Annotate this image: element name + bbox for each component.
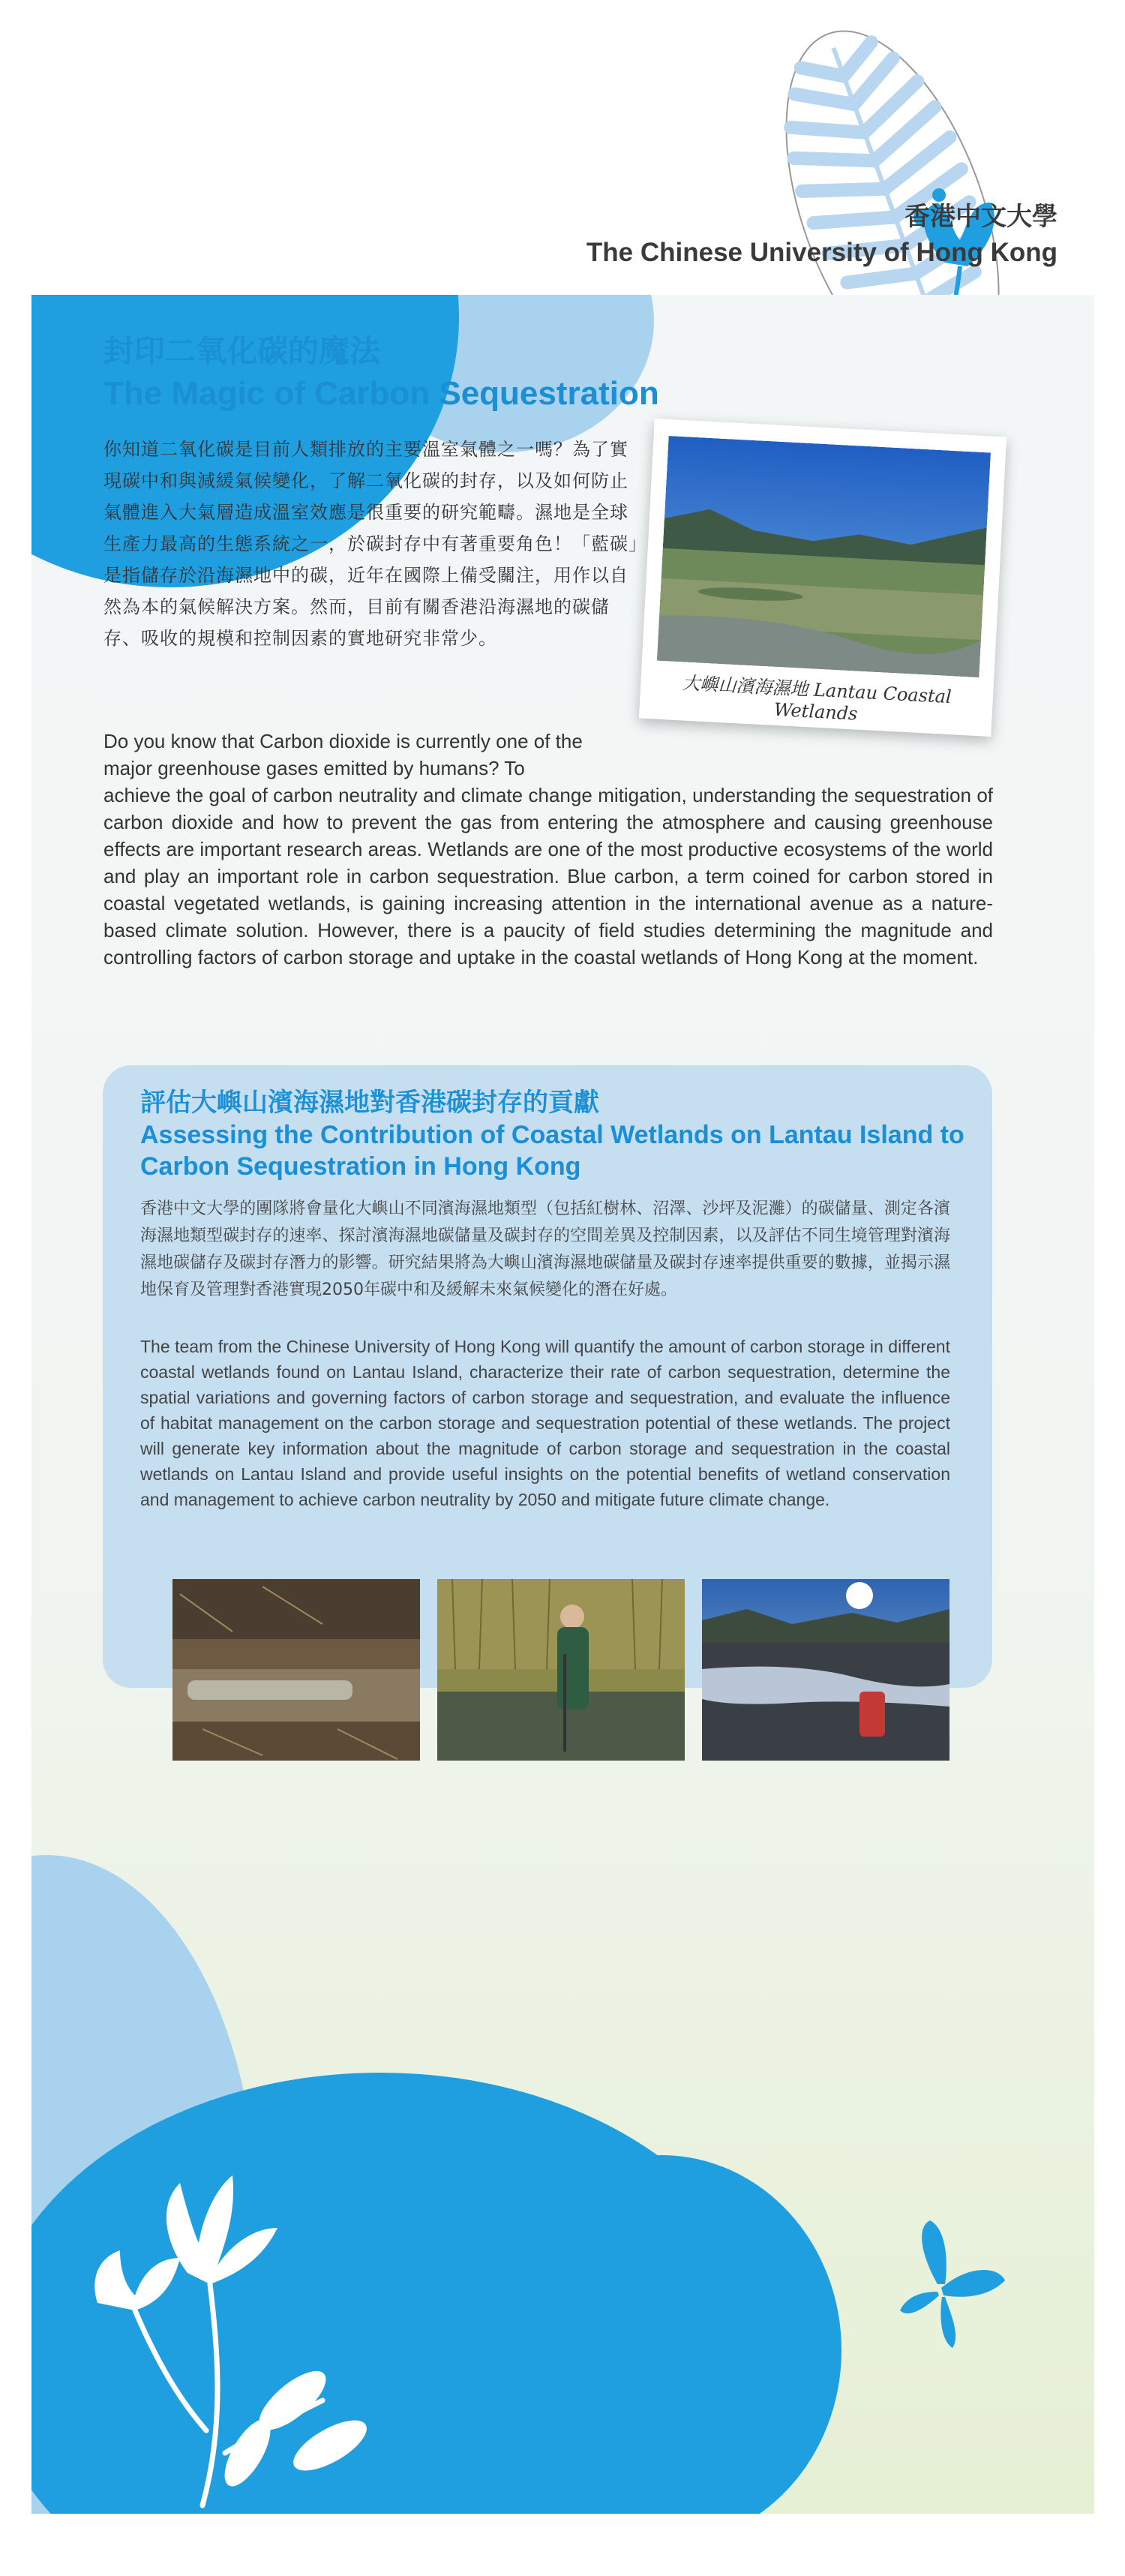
university-zh: 香港中文大學: [904, 203, 1058, 231]
field-photo-researcher: [437, 1579, 685, 1761]
project-body-zh: 香港中文大學的團隊將會量化大嶼山不同濱海濕地類型（包括紅樹林、沼澤、沙坪及泥灘）的碳儲量、測定各濱海濕地類型碳封存的速率、探討濱海濕地碳儲量及碳封存的空間差異及控制因素，以及評估不同生境管理對濱海濕地碳儲存及碳封存潛力的影響。研究結果將為大嶼山濱海濕地碳儲量及碳封存速率提供重要的數據，並揭示濕地保育及管理對香港實現2050年碳中和及緩解未來氣候變化的潛在好處。: [140, 1199, 950, 1299]
field-photo-mudflat: [702, 1579, 950, 1761]
wetland-photo: [657, 436, 991, 677]
university-en: The Chinese University of Hong Kong: [586, 238, 1058, 267]
photo-caption: 大嶼山濱海濕地 Lantau Coastal Wetlands: [681, 672, 952, 725]
wetland-polaroid: [639, 419, 1006, 737]
category-en: Natural Environment: [118, 123, 274, 140]
page-title: [104, 330, 659, 416]
category-label: [118, 96, 274, 144]
university-name: [586, 199, 1058, 271]
category-zh: 自然環境: [118, 99, 182, 116]
flower-illustration: [75, 2153, 420, 2513]
intro-paragraph-zh: 你知道二氧化碳是目前人類排放的主要溫室氣體之一嗎？為了實現碳中和與減緩氣候變化，了解二氧化碳的封存，以及如何防止氣體進入大氣層造成溫室效應是很重要的研究範疇。濕地是全球生產力最高的生態系統之一，於碳封存中有著重要角色！「藍碳」是指儲存於沿海濕地中的碳，近年在國際上備受關注，用作以自然為本的氣候解決方案。然而，目前有關香港沿海濕地的碳儲存、吸收的規模和控制因素的實地研究非常少。: [104, 439, 638, 649]
title-zh: 封印二氧化碳的魔法: [104, 334, 380, 368]
project-title-zh: 評估大嶼山濱海濕地對香港碳封存的貢獻: [140, 1088, 599, 1117]
title-en: The Magic of Carbon Sequestration: [104, 375, 659, 412]
intro-paragraph-en-part2: achieve the goal of carbon neutrality and climate change mitigation, understanding the sequestration of carbon dioxide and how to prevent the gas from entering the atmosphere and causing greenhouse effects are important research areas. Wetlands are one of the most productive ecosystems of the world and play an important role in carbon sequestration. Blue carbon, a term coined for carbon stored in coastal vegetated wetlands, is gaining increasing attention in the international avenue as a nature-based climate solution. However, there is a paucity of field studies determining the magnitude and controlling factors of carbon storage and uptake in the coastal wetlands of Hong Kong at the moment.: [104, 784, 993, 968]
intro-paragraph-en-part1: Do you know that Carbon dioxide is currently one of the major greenhouse gases emitted by humans? To: [104, 730, 583, 779]
project-body-en: The team from the Chinese University of Hong Kong will quantify the amount of carbon storage in different coastal wetlands found on Lantau Island, characterize their rate of carbon sequestration, determine the spatial variations and governing factors of carbon storage and sequestration, and evaluate the influence of habitat management on the carbon storage and sequestration potential of these wetlands. The project will generate key information about the magnitude of carbon storage and sequestration in the coastal wetlands on Lantau Island and provide useful insights on the potential benefits of wetland conservation and management to achieve carbon neutrality by 2050 and mitigate future climate change.: [140, 1337, 950, 1509]
project-title: [140, 1086, 965, 1182]
project-title-en: Assessing the Contribution of Coastal Wetlands on Lantau Island to Carbon Sequestration in Hong Kong: [140, 1121, 964, 1181]
butterfly-icon: [878, 2213, 1012, 2355]
field-photo-sediment-core: [172, 1579, 420, 1761]
